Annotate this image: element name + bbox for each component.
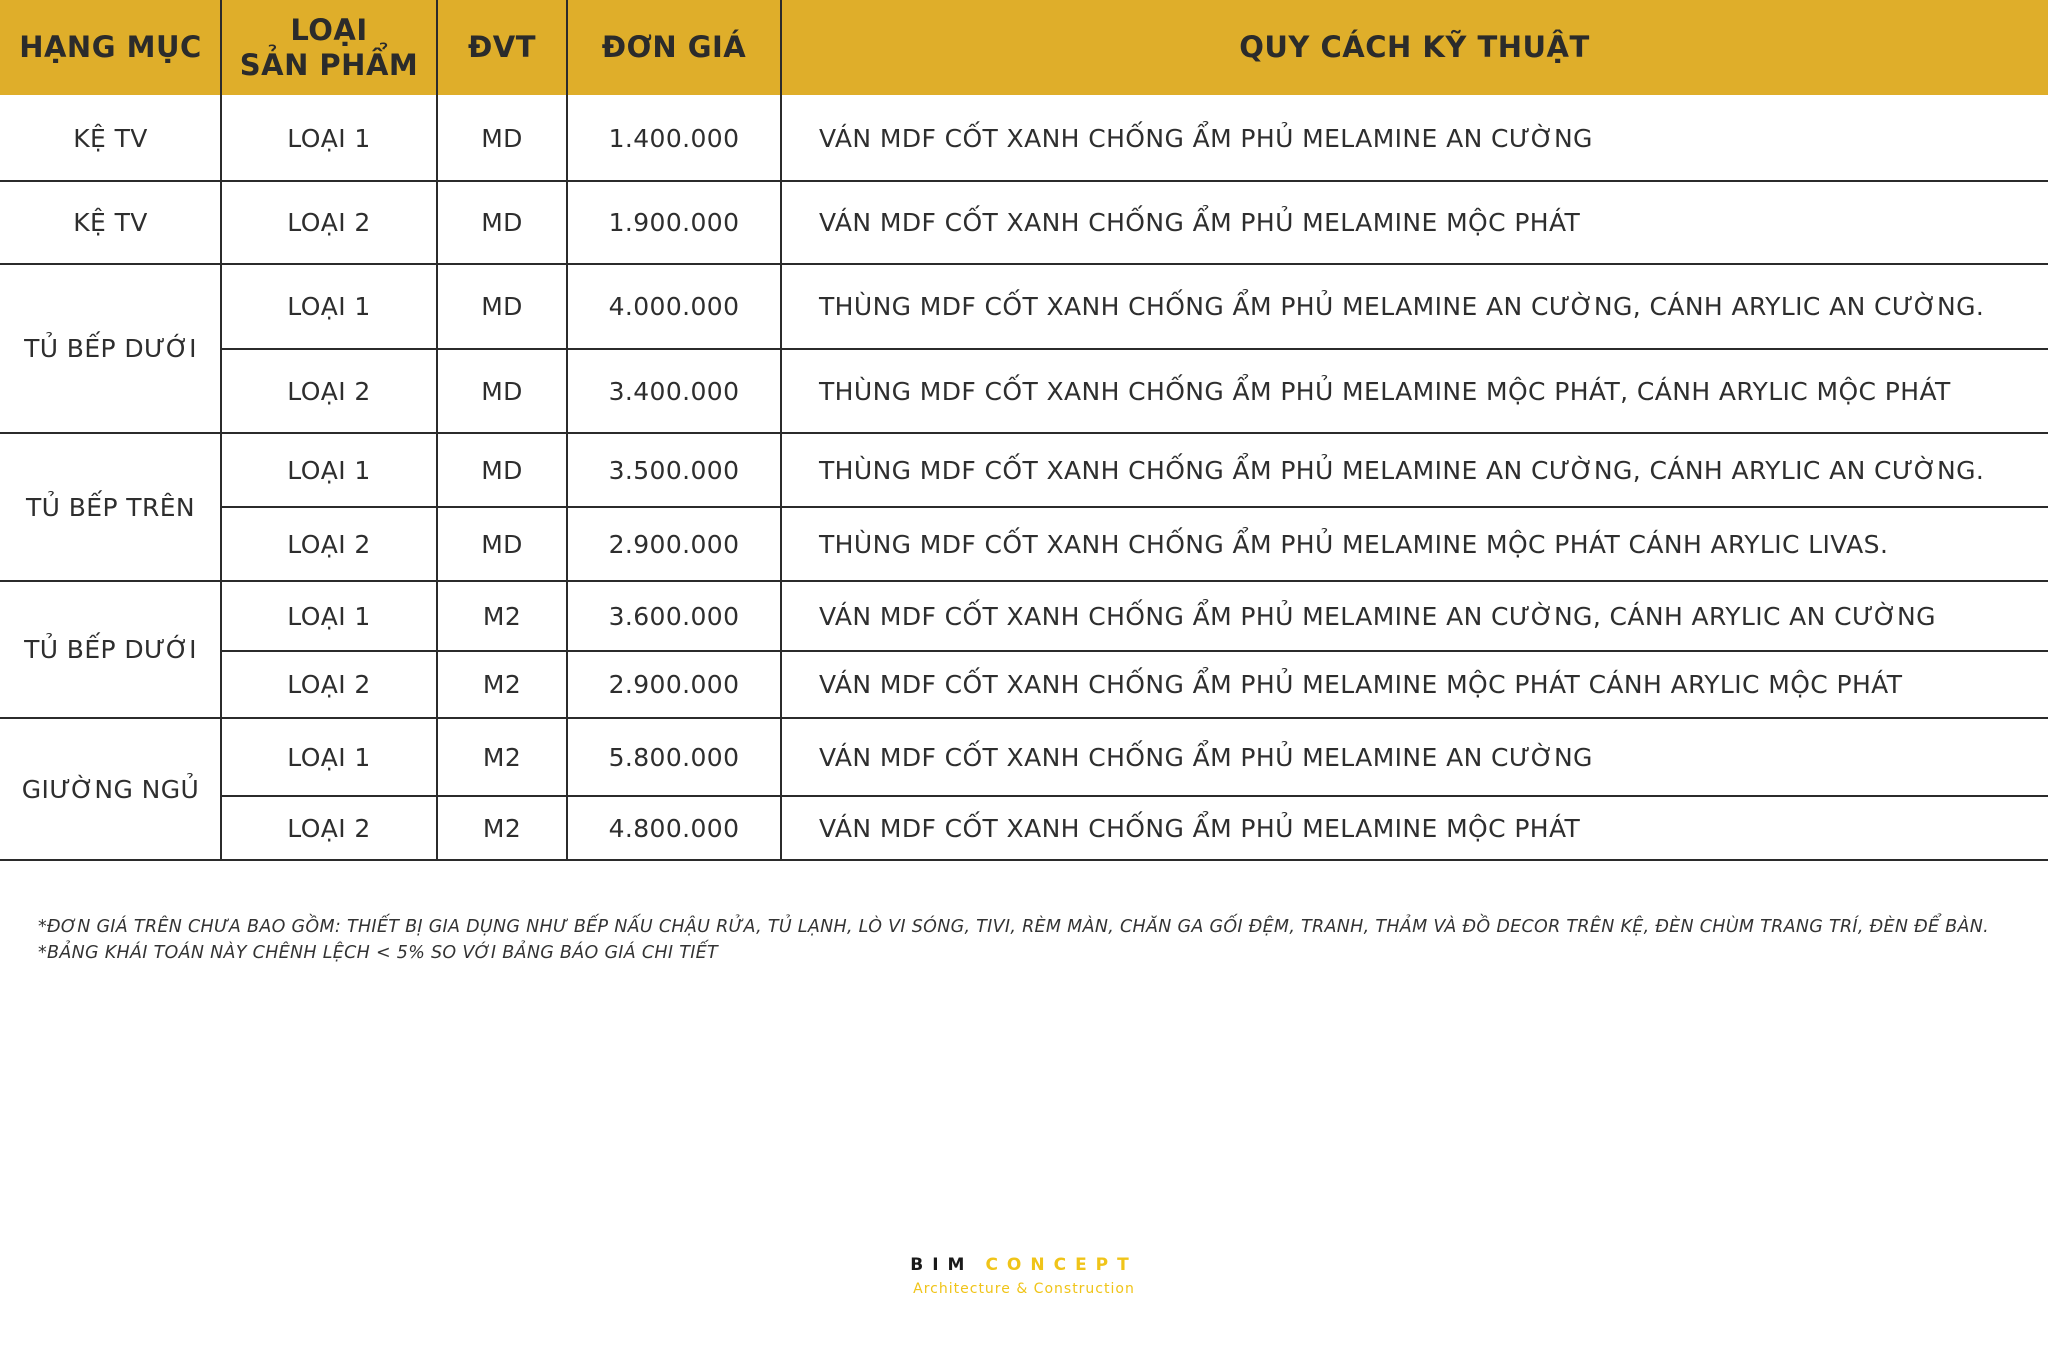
spec-cell: THÙNG MDF CỐT XANH CHỐNG ẨM PHỦ MELAMINE AN CƯỜNG, CÁNH ARYLIC AN CƯỜNG.	[819, 455, 1985, 485]
header-type-line2: SẢN PHẨM	[239, 47, 419, 82]
unit-cell: M2	[482, 742, 522, 772]
spec-cell: THÙNG MDF CỐT XANH CHỐNG ẨM PHỦ MELAMINE MỘC PHÁT, CÁNH ARYLIC MỘC PHÁT	[819, 376, 1951, 406]
spec-cell: VÁN MDF CỐT XANH CHỐNG ẨM PHỦ MELAMINE AN CƯỜNG, CÁNH ARYLIC AN CƯỜNG	[819, 601, 1936, 631]
footnotes	[38, 914, 1989, 966]
row-divider	[0, 263, 2048, 265]
type-cell: LOẠI 2	[287, 376, 371, 406]
spec-cell: THÙNG MDF CỐT XANH CHỐNG ẨM PHỦ MELAMINE AN CƯỜNG, CÁNH ARYLIC AN CƯỜNG.	[819, 292, 1985, 321]
category-cell: GIƯỜNG NGỦ	[21, 774, 200, 804]
row-divider	[221, 795, 2048, 797]
type-cell: LOẠI 2	[287, 529, 371, 559]
price-cell: 1.400.000	[608, 123, 740, 153]
type-cell: LOẠI 2	[287, 670, 371, 699]
spec-cell: THÙNG MDF CỐT XANH CHỐNG ẨM PHỦ MELAMINE MỘC PHÁT CÁNH ARYLIC LIVAS.	[819, 529, 1889, 559]
spec-cell: VÁN MDF CỐT XANH CHỐNG ẨM PHỦ MELAMINE MỘC PHÁT	[819, 208, 1581, 237]
row-divider	[221, 348, 2048, 350]
logo-wordmark	[0, 1255, 2048, 1275]
price-cell: 3.500.000	[608, 455, 740, 485]
unit-cell: MD	[481, 123, 523, 153]
price-cell: 3.400.000	[608, 376, 740, 406]
unit-cell: M2	[482, 813, 522, 843]
type-cell: LOẠI 2	[287, 208, 371, 237]
spec-cell: VÁN MDF CỐT XANH CHỐNG ẨM PHỦ MELAMINE MỘC PHÁT	[819, 813, 1581, 843]
price-cell: 5.800.000	[608, 742, 740, 772]
category-cell: TỦ BẾP TRÊN	[25, 492, 196, 522]
unit-cell: M2	[482, 670, 522, 699]
spec-cell: VÁN MDF CỐT XANH CHỐNG ẨM PHỦ MELAMINE AN CƯỜNG	[819, 123, 1593, 153]
header-category: HẠNG MỤC	[19, 30, 202, 64]
price-cell: 3.600.000	[608, 601, 740, 631]
type-cell: LOẠI 1	[287, 742, 371, 772]
unit-cell: M2	[482, 601, 522, 631]
table-header	[0, 0, 2048, 95]
row-divider	[0, 580, 2048, 582]
company-logo	[0, 1255, 2048, 1297]
header-type	[221, 0, 437, 95]
unit-cell: MD	[481, 208, 523, 237]
column-divider	[566, 0, 568, 860]
unit-cell: MD	[481, 376, 523, 406]
category-cell: TỦ BẾP DƯỚI	[24, 334, 197, 363]
price-cell: 4.800.000	[608, 813, 740, 843]
column-divider	[436, 0, 438, 860]
unit-cell: MD	[481, 292, 523, 321]
row-divider	[0, 432, 2048, 434]
footnote-2: *BẢNG KHÁI TOÁN NÀY CHÊNH LỆCH < 5% SO VỚI BẢNG BÁO GIÁ CHI TIẾT	[38, 943, 719, 963]
logo-brand-part2: CONCEPT	[985, 1255, 1138, 1275]
header-type-line1: LOẠI	[290, 12, 368, 47]
type-cell: LOẠI 1	[287, 292, 371, 321]
logo-tagline: Architecture & Construction	[913, 1281, 1135, 1297]
type-cell: LOẠI 1	[287, 455, 371, 485]
category-cell: KỆ TV	[73, 208, 148, 237]
row-divider	[221, 506, 2048, 508]
column-divider	[220, 0, 222, 860]
spec-cell: VÁN MDF CỐT XANH CHỐNG ẨM PHỦ MELAMINE AN CƯỜNG	[819, 742, 1593, 772]
column-divider	[780, 0, 782, 860]
row-divider	[0, 180, 2048, 182]
price-cell: 2.900.000	[608, 670, 740, 699]
price-cell: 4.000.000	[608, 292, 740, 321]
row-divider	[221, 650, 2048, 652]
price-cell: 2.900.000	[608, 529, 740, 559]
type-cell: LOẠI 2	[287, 813, 371, 843]
category-cell: TỦ BẾP DƯỚI	[24, 635, 197, 664]
header-unit: ĐVT	[467, 30, 537, 64]
unit-cell: MD	[481, 455, 523, 485]
price-cell: 1.900.000	[608, 208, 740, 237]
logo-brand-part1: BIM	[910, 1255, 974, 1275]
category-cell: KỆ TV	[73, 123, 148, 153]
type-cell: LOẠI 1	[287, 123, 371, 153]
spec-cell: VÁN MDF CỐT XANH CHỐNG ẨM PHỦ MELAMINE MỘC PHÁT CÁNH ARYLIC MỘC PHÁT	[819, 670, 1903, 699]
row-divider	[0, 859, 2048, 861]
header-price: ĐƠN GIÁ	[601, 30, 747, 64]
row-divider	[0, 717, 2048, 719]
header-spec: QUY CÁCH KỸ THUẬT	[1239, 30, 1590, 64]
type-cell: LOẠI 1	[287, 601, 371, 631]
unit-cell: MD	[481, 529, 523, 559]
footnote-1: *ĐƠN GIÁ TRÊN CHƯA BAO GỒM: THIẾT BỊ GIA DỤNG NHƯ BẾP NẤU CHẬU RỬA, TỦ LẠNH, LÒ VI SÓNG, TIVI, RÈM MÀN, CHĂN GA GỐI ĐỆM, TRANH, THẢM VÀ ĐỒ DECOR TRÊN KỆ, ĐÈN CHÙM TRANG TRÍ, ĐÈN ĐỂ BÀN.	[38, 917, 1989, 937]
